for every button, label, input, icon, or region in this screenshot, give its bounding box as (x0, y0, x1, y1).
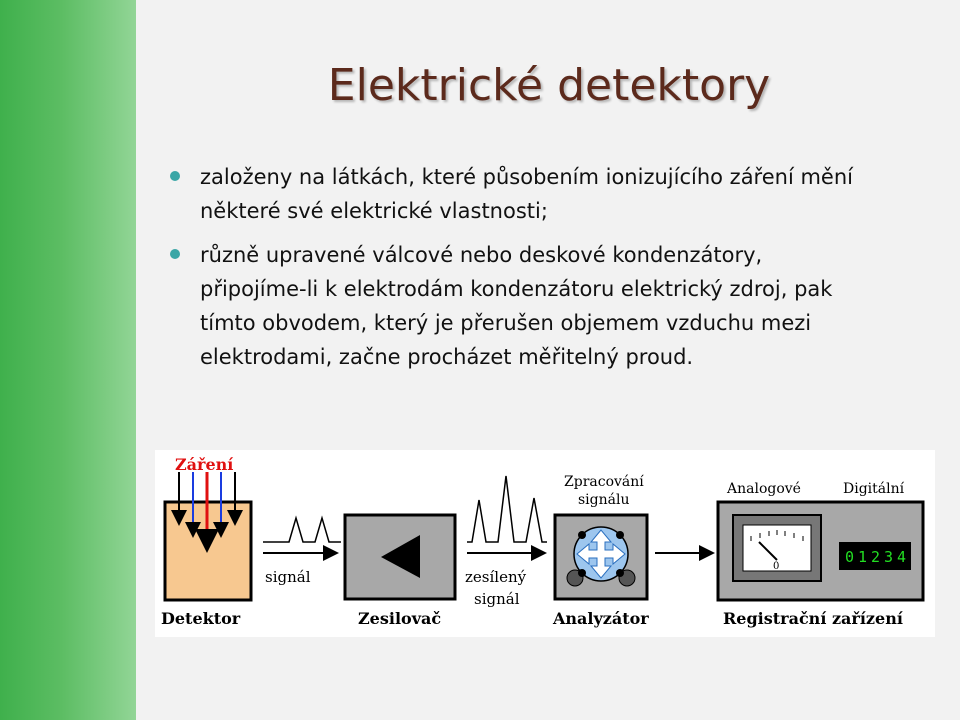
recorder-block (718, 481, 923, 628)
detector-chain-diagram (155, 450, 935, 637)
analyzer-block (552, 474, 649, 628)
amplified-signal-label-1: zesílený (465, 568, 527, 586)
processing-label-2: signálu (578, 492, 630, 508)
digital-label: Digitální (843, 481, 905, 497)
signal-link (263, 518, 341, 586)
signal-pulses (263, 518, 341, 542)
slide-title: Elektrické detektory (327, 60, 771, 111)
amplifier-block (345, 515, 455, 628)
analyzer-label: Analyzátor (553, 609, 649, 628)
analog-label: Analogové (727, 481, 801, 497)
bullet-dot-icon (170, 249, 180, 259)
recorder-label: Registrační zařízení (723, 609, 903, 628)
amplifier-label: Zesilovač (358, 609, 442, 628)
bullet-dot-icon (170, 171, 180, 181)
bullet-item (168, 160, 938, 228)
detector-block (161, 455, 251, 628)
display-digit: 2 (871, 548, 881, 566)
amplified-pulses (467, 476, 547, 542)
amplified-signal-label-2: signál (474, 590, 520, 608)
bullet-line: tímto obvodem, který je přerušen objemem vzduchu mezi (200, 311, 812, 335)
bullet-line: elektrodami, začne procházet měřitelný proud. (200, 345, 694, 369)
diagram-svg (155, 450, 935, 637)
amplified-signal-link (465, 476, 547, 608)
bullet-line: různě upravené válcové nebo deskové kondenzátory, (200, 243, 763, 267)
display-digit: 4 (897, 548, 907, 566)
display-digit: 0 (845, 548, 855, 566)
meter-zero-label: 0 (773, 561, 780, 572)
radiation-label: Záření (175, 455, 234, 474)
side-accent-bar (0, 0, 136, 720)
display-digit: 3 (884, 548, 894, 566)
four-way-arrows-icon (577, 530, 625, 578)
processing-label-1: Zpracování (564, 474, 644, 490)
detector-label: Detektor (161, 609, 241, 628)
signal-label: signál (265, 568, 311, 586)
bullet-line: některé své elektrické vlastnosti; (200, 199, 548, 223)
bullet-item (168, 238, 938, 374)
display-digit: 1 (858, 548, 868, 566)
bullet-line: připojíme-li k elektrodám kondenzátoru elektrický zdroj, pak (200, 277, 833, 301)
bullet-line: založeny na látkách, které působením ionizujícího záření mění (200, 165, 853, 189)
bullet-list (168, 160, 938, 384)
